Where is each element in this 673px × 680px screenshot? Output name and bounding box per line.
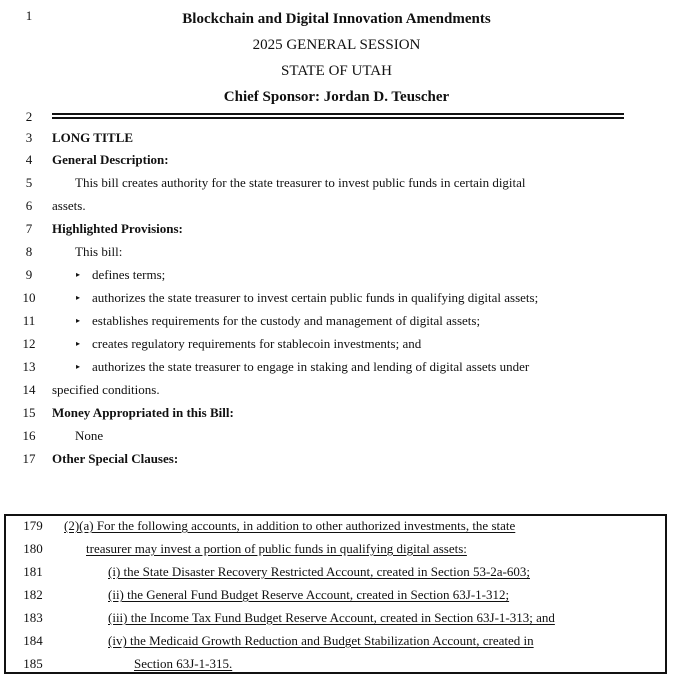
line-number: 2 [25,109,33,124]
account-item: (iv) the Medicaid Growth Reduction and Budget Stabilization Account, created in [108,633,534,648]
provision-item-continued: specified conditions. [52,382,160,397]
bullet-icon: ▸ [76,339,81,348]
account-item: (ii) the General Fund Budget Reserve Account, created in Section 63J-1-312; [108,587,510,602]
line-number: 182 [23,587,43,602]
line-number: 179 [23,518,43,533]
line-number: 185 [23,656,43,671]
description-text: assets. [52,198,86,213]
highlighted-provisions-heading: Highlighted Provisions: [52,221,183,236]
special-clauses-heading: Other Special Clauses: [52,451,179,466]
line-number: 1 [25,8,33,23]
provision-item: establishes requirements for the custody and management of digital assets; [92,313,481,328]
line-number: 16 [22,428,36,443]
bullet-icon: ▸ [76,270,81,279]
line-number: 181 [23,564,43,579]
line-number: 17 [22,451,36,466]
line-number: 13 [22,359,36,374]
line-number: 180 [23,541,43,556]
section-text: (2)(a) For the following accounts, in addition to other authorized investments, the state [64,518,516,533]
bullet-icon: ▸ [76,362,81,371]
line-number: 10 [22,290,36,305]
bullet-icon: ▸ [76,316,81,325]
line-number: 11 [22,313,36,328]
provision-item: defines terms; [92,267,166,282]
line-number: 4 [25,152,33,167]
provision-item: creates regulatory requirements for stablecoin investments; and [92,336,422,351]
line-number: 14 [22,382,36,397]
header-rule-top [52,113,624,115]
line-number: 183 [23,610,43,625]
header-rule-bottom [52,117,624,119]
line-number: 12 [22,336,36,351]
long-title-heading: LONG TITLE [52,130,134,145]
bill-title: Blockchain and Digital Innovation Amendments [182,11,491,27]
description-text: This bill creates authority for the state treasurer to invest public funds in certain digital [75,175,526,190]
line-number: 8 [25,244,33,259]
line-number: 7 [25,221,33,236]
provision-item: authorizes the state treasurer to engage in staking and lending of digital assets under [92,359,530,374]
money-appropriated-heading: Money Appropriated in this Bill: [52,405,234,420]
line-number: 9 [25,267,33,282]
provision-item: authorizes the state treasurer to invest certain public funds in qualifying digital assets; [92,290,539,305]
general-description-heading: General Description: [52,152,169,167]
line-number: 6 [25,198,33,213]
account-item-continued: Section 63J-1-315. [134,656,233,671]
line-number: 15 [22,405,36,420]
section-text: treasurer may invest a portion of public funds in qualifying digital assets: [86,541,467,556]
money-appropriated-value: None [75,428,104,443]
state-label: STATE OF UTAH [281,63,392,79]
session-label: 2025 GENERAL SESSION [252,37,421,53]
provisions-intro: This bill: [75,244,123,259]
line-number: 5 [25,175,33,190]
chief-sponsor: Chief Sponsor: Jordan D. Teuscher [223,89,450,105]
line-number: 3 [25,130,33,145]
account-item: (iii) the Income Tax Fund Budget Reserve Account, created in Section 63J-1-313; and [108,610,555,625]
bullet-icon: ▸ [76,293,81,302]
account-item: (i) the State Disaster Recovery Restricted Account, created in Section 53-2a-603; [108,564,530,579]
line-number: 184 [23,633,43,648]
